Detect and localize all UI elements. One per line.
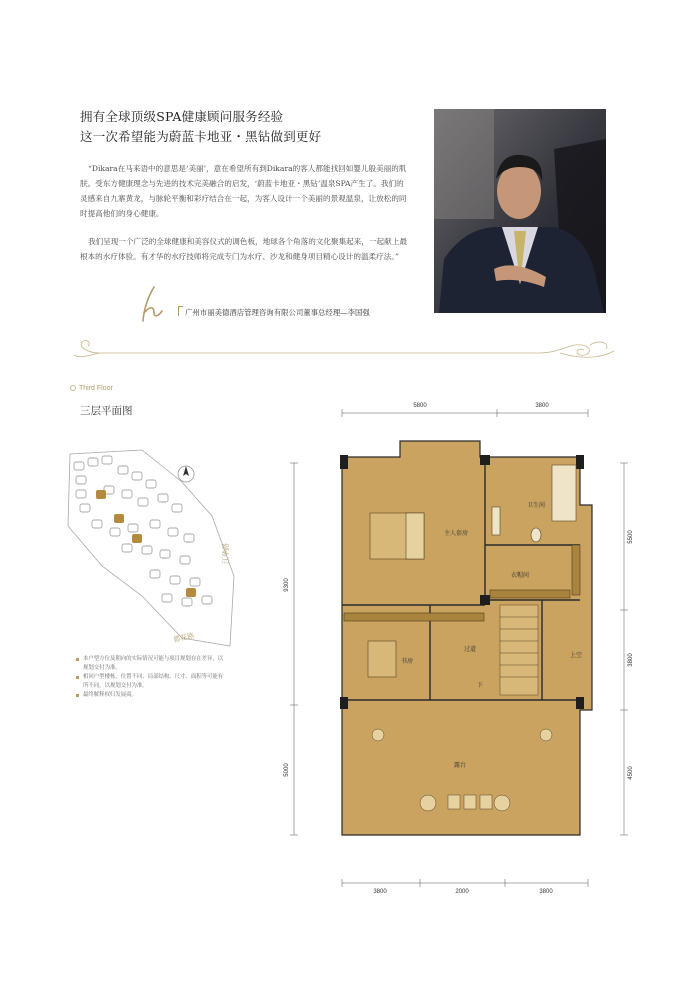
- heading-line-1: 拥有全球顶级SPA健康顾问服务经验: [80, 109, 284, 124]
- dim-left-2: 5000: [284, 763, 290, 777]
- note-item: 最终解释权归发展商。: [76, 691, 226, 700]
- room-terrace: 露台: [453, 762, 467, 769]
- room-master-suite: 主人套房: [443, 530, 469, 537]
- signer-title: [178, 306, 370, 318]
- portrait-photo: [434, 109, 606, 313]
- dim-right-2: 3800: [628, 653, 634, 667]
- room-upper-void: 上空: [569, 652, 583, 659]
- signature-image: [140, 283, 164, 325]
- quote-paragraph-2: 我们呈现一个广泛的全球健康和美容仪式的调色板，地球各个角落的文化聚集起来，一起献上最根本的水疗体验。有才华的水疗技师将完成专门为水疗、沙龙和健身项目精心设计的温柔疗法。”: [80, 237, 407, 261]
- room-down: 下: [476, 682, 484, 689]
- dim-right-3: 4500: [628, 766, 634, 780]
- heading-line-2: 这一次希望能为蔚蓝卡地亚・黑钻做到更好: [80, 129, 322, 144]
- signer-text: 广州市丽美德酒店管理咨询有限公司董事总经理—李国强: [185, 308, 370, 317]
- floor-label: [70, 385, 113, 392]
- bullet-dot-icon: [70, 385, 76, 391]
- dim-top-2: 3800: [535, 403, 549, 409]
- dim-right-1: 5500: [628, 530, 634, 544]
- dim-bottom-1: 3800: [373, 889, 387, 895]
- site-map: [62, 446, 240, 648]
- note-item: 相同户型楼栋，位置不同、局部结构、尺寸、面积等可能有所不同，以规划交付为准。: [76, 673, 226, 691]
- note-item: 本户型方位及朝向的实际情况可能与项目规划存在差异，以规划交付为准。: [76, 655, 226, 673]
- dim-bottom-2: 2000: [455, 889, 469, 895]
- dim-left-1: 9300: [284, 578, 290, 592]
- floor-label-text: Third Floor: [79, 385, 113, 392]
- dim-bottom-3: 3800: [539, 889, 553, 895]
- floor-plan: [280, 395, 640, 895]
- room-bathroom: 卫生间: [526, 502, 546, 509]
- road-label-1: 江华路: [222, 543, 230, 564]
- floor-plan-title: 三层平面图: [80, 405, 133, 417]
- ornamental-divider: [70, 337, 615, 363]
- quote-paragraph-1: “Dikara在马来语中的意思是‘美丽’，意在希望所有到Dikara的客人都能找回如婴儿般美丽的肌肤。受东方健康理念与先进的技术完美融合的启发，‘蔚蓝卡地亚・黑钻’温泉SPA产生了。我们的灵感来自九寨黄龙，与脉轮平衡和彩疗结合在一起，为客人设计一个美丽的景观温泉，让放松的同时提高他们的身心健康。: [80, 164, 407, 218]
- dim-top-1: 5800: [413, 403, 427, 409]
- road-label-2: 都花路: [172, 631, 195, 644]
- notes-list: [76, 655, 226, 700]
- room-study: 书房: [400, 658, 414, 665]
- room-corridor: 过道: [463, 646, 477, 653]
- room-closet: 衣帽间: [510, 572, 530, 579]
